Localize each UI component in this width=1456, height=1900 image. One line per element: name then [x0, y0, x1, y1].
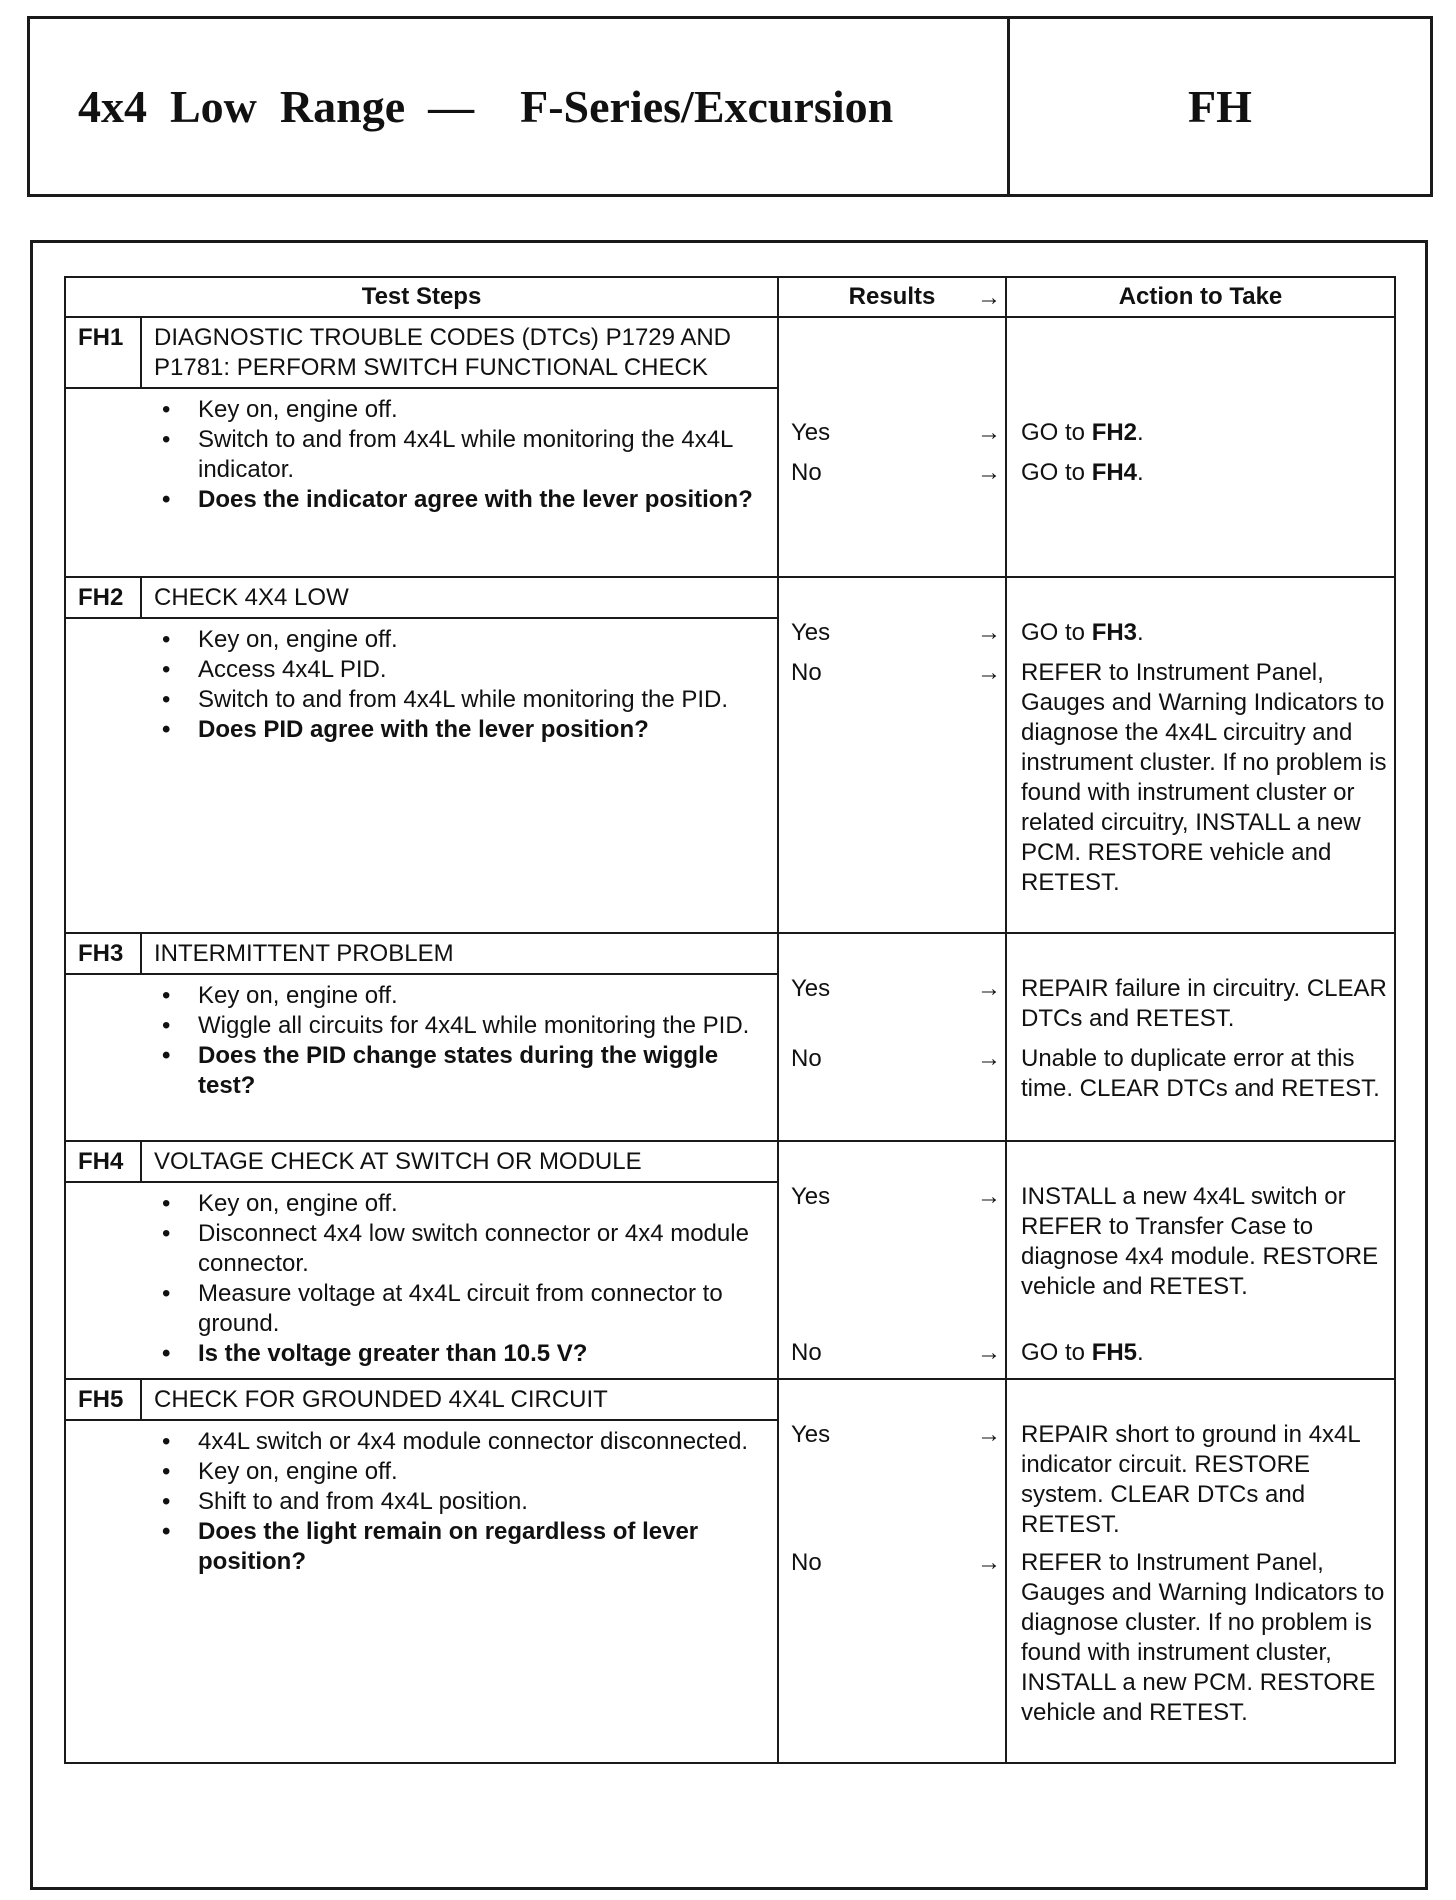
header-test-steps: Test Steps — [65, 277, 778, 317]
step-title: VOLTAGE CHECK AT SWITCH OR MODULE — [154, 1148, 642, 1175]
arrow-icon: → — [977, 1339, 1001, 1366]
table-row — [65, 933, 1395, 1141]
step-id: FH4 — [66, 1142, 142, 1181]
table-row — [65, 317, 1395, 577]
list-item: • Switch to and from 4x4L while monitoring the 4x4L indicator. — [66, 425, 765, 485]
list-item: • Does the indicator agree with the lever position? — [66, 485, 765, 515]
action-no — [1021, 1338, 1388, 1368]
list-item: • Key on, engine off. — [66, 981, 765, 1011]
step-reference: FH5 — [1091, 1339, 1138, 1366]
action-text: . — [1137, 419, 1144, 446]
result-yes: Yes — [791, 975, 831, 1002]
step-id: FH2 — [66, 578, 142, 617]
page-title: 4x4 Low Range — F-Series/Excursion — [78, 81, 894, 132]
result-no: No — [791, 659, 822, 686]
step-cell — [65, 577, 778, 933]
header-action: Action to Take — [1006, 277, 1395, 317]
table-row — [65, 577, 1395, 933]
arrow-icon: → — [977, 459, 1001, 486]
result-yes: Yes — [791, 619, 831, 646]
step-title: DIAGNOSTIC TROUBLE CODES (DTCs) P1729 AND P1781: PERFORM SWITCH FUNCTIONAL CHECK — [154, 324, 732, 381]
header-results — [778, 277, 1006, 317]
action-yes: INSTALL a new 4x4L switch or REFER to Transfer Case to diagnose 4x4 module. RESTORE vehicle and RETEST. — [1021, 1183, 1379, 1300]
list-item: • Disconnect 4x4 low switch connector or 4x4 module connector. — [66, 1219, 765, 1279]
action-text: GO to — [1021, 1339, 1092, 1366]
step-title: INTERMITTENT PROBLEM — [154, 940, 454, 967]
action-yes — [1021, 618, 1388, 648]
table-row — [65, 1379, 1395, 1763]
list-item: • Key on, engine off. — [66, 625, 765, 655]
arrow-icon: → — [977, 1183, 1001, 1210]
action-yes: REPAIR failure in circuitry. CLEAR DTCs and RETEST. — [1021, 975, 1387, 1032]
list-item: • Wiggle all circuits for 4x4L while monitoring the PID. — [66, 1011, 765, 1041]
list-item: • 4x4L switch or 4x4 module connector disconnected. — [66, 1427, 765, 1457]
step-id: FH1 — [66, 318, 142, 387]
header-arrow-icon: → — [977, 284, 1001, 311]
arrow-icon: → — [977, 1549, 1001, 1576]
arrow-icon: → — [977, 619, 1001, 646]
table-row — [65, 1141, 1395, 1379]
step-reference: FH3 — [1091, 619, 1138, 646]
list-item: • Measure voltage at 4x4L circuit from connector to ground. — [66, 1279, 765, 1339]
diagnostic-table — [64, 276, 1396, 1764]
results-cell — [778, 1141, 1006, 1379]
action-cell — [1006, 1379, 1395, 1763]
step-reference: FH4 — [1091, 459, 1138, 486]
step-title-row — [66, 934, 777, 975]
step-title-row — [66, 1380, 777, 1421]
list-item: • Shift to and from 4x4L position. — [66, 1487, 765, 1517]
result-no: No — [791, 1549, 822, 1576]
step-title: CHECK FOR GROUNDED 4X4L CIRCUIT — [154, 1386, 608, 1413]
arrow-icon: → — [977, 975, 1001, 1002]
list-item: • Does the PID change states during the wiggle test? — [66, 1041, 765, 1101]
step-reference: FH2 — [1091, 419, 1138, 446]
step-id: FH3 — [66, 934, 142, 973]
action-text: GO to — [1021, 459, 1092, 486]
table-header-row — [65, 277, 1395, 317]
arrow-icon: → — [977, 659, 1001, 686]
list-item: • Does the light remain on regardless of lever position? — [66, 1517, 765, 1577]
action-cell — [1006, 577, 1395, 933]
step-cell — [65, 933, 778, 1141]
action-text: GO to — [1021, 419, 1092, 446]
action-yes: REPAIR short to ground in 4x4L indicator circuit. RESTORE system. CLEAR DTCs and RETEST. — [1021, 1421, 1360, 1538]
title-box — [27, 16, 1433, 197]
result-yes: Yes — [791, 1421, 831, 1448]
results-cell — [778, 577, 1006, 933]
results-cell — [778, 1379, 1006, 1763]
result-no: No — [791, 1339, 822, 1366]
step-bullets — [66, 619, 777, 753]
step-bullets — [66, 1421, 777, 1585]
step-bullets — [66, 975, 777, 1109]
list-item: • Is the voltage greater than 10.5 V? — [66, 1339, 765, 1369]
step-title-row — [66, 578, 777, 619]
action-no: REFER to Instrument Panel, Gauges and Warning Indicators to diagnose the 4x4L circuitry and instrument cluster. If no problem is found with instrument cluster or related circuitry, INSTALL a new PCM. RESTORE vehicle and RETEST. — [1021, 659, 1387, 896]
step-cell — [65, 317, 778, 577]
action-cell — [1006, 933, 1395, 1141]
list-item: • Key on, engine off. — [66, 395, 765, 425]
action-no: Unable to duplicate error at this time. CLEAR DTCs and RETEST. — [1021, 1045, 1380, 1102]
list-item: • Key on, engine off. — [66, 1457, 765, 1487]
results-cell — [778, 933, 1006, 1141]
arrow-icon: → — [977, 1045, 1001, 1072]
action-cell — [1006, 1141, 1395, 1379]
result-yes: Yes — [791, 1183, 831, 1210]
action-no: REFER to Instrument Panel, Gauges and Warning Indicators to diagnose cluster. If no problem is found with instrument cluster, INSTALL a new PCM. RESTORE vehicle and RETEST. — [1021, 1549, 1385, 1726]
results-cell — [778, 317, 1006, 577]
step-bullets — [66, 389, 777, 523]
step-id: FH5 — [66, 1380, 142, 1419]
action-yes — [1021, 418, 1388, 448]
action-cell — [1006, 317, 1395, 577]
action-text: . — [1137, 459, 1144, 486]
arrow-icon: → — [977, 419, 1001, 446]
step-title-row — [66, 318, 777, 389]
header-results-label: Results — [848, 283, 936, 310]
arrow-icon: → — [977, 1421, 1001, 1448]
section-code: FH — [1188, 81, 1252, 132]
list-item: • Switch to and from 4x4L while monitoring the PID. — [66, 685, 765, 715]
result-no: No — [791, 459, 822, 486]
step-cell — [65, 1141, 778, 1379]
result-yes: Yes — [791, 419, 831, 446]
step-title: CHECK 4X4 LOW — [154, 584, 349, 611]
step-title-row — [66, 1142, 777, 1183]
action-text: GO to — [1021, 619, 1092, 646]
step-cell — [65, 1379, 778, 1763]
action-no — [1021, 458, 1388, 488]
list-item: • Key on, engine off. — [66, 1189, 765, 1219]
list-item: • Does PID agree with the lever position? — [66, 715, 765, 745]
step-bullets — [66, 1183, 777, 1377]
action-text: . — [1137, 1339, 1144, 1366]
action-text: . — [1137, 619, 1144, 646]
list-item: • Access 4x4L PID. — [66, 655, 765, 685]
result-no: No — [791, 1045, 822, 1072]
